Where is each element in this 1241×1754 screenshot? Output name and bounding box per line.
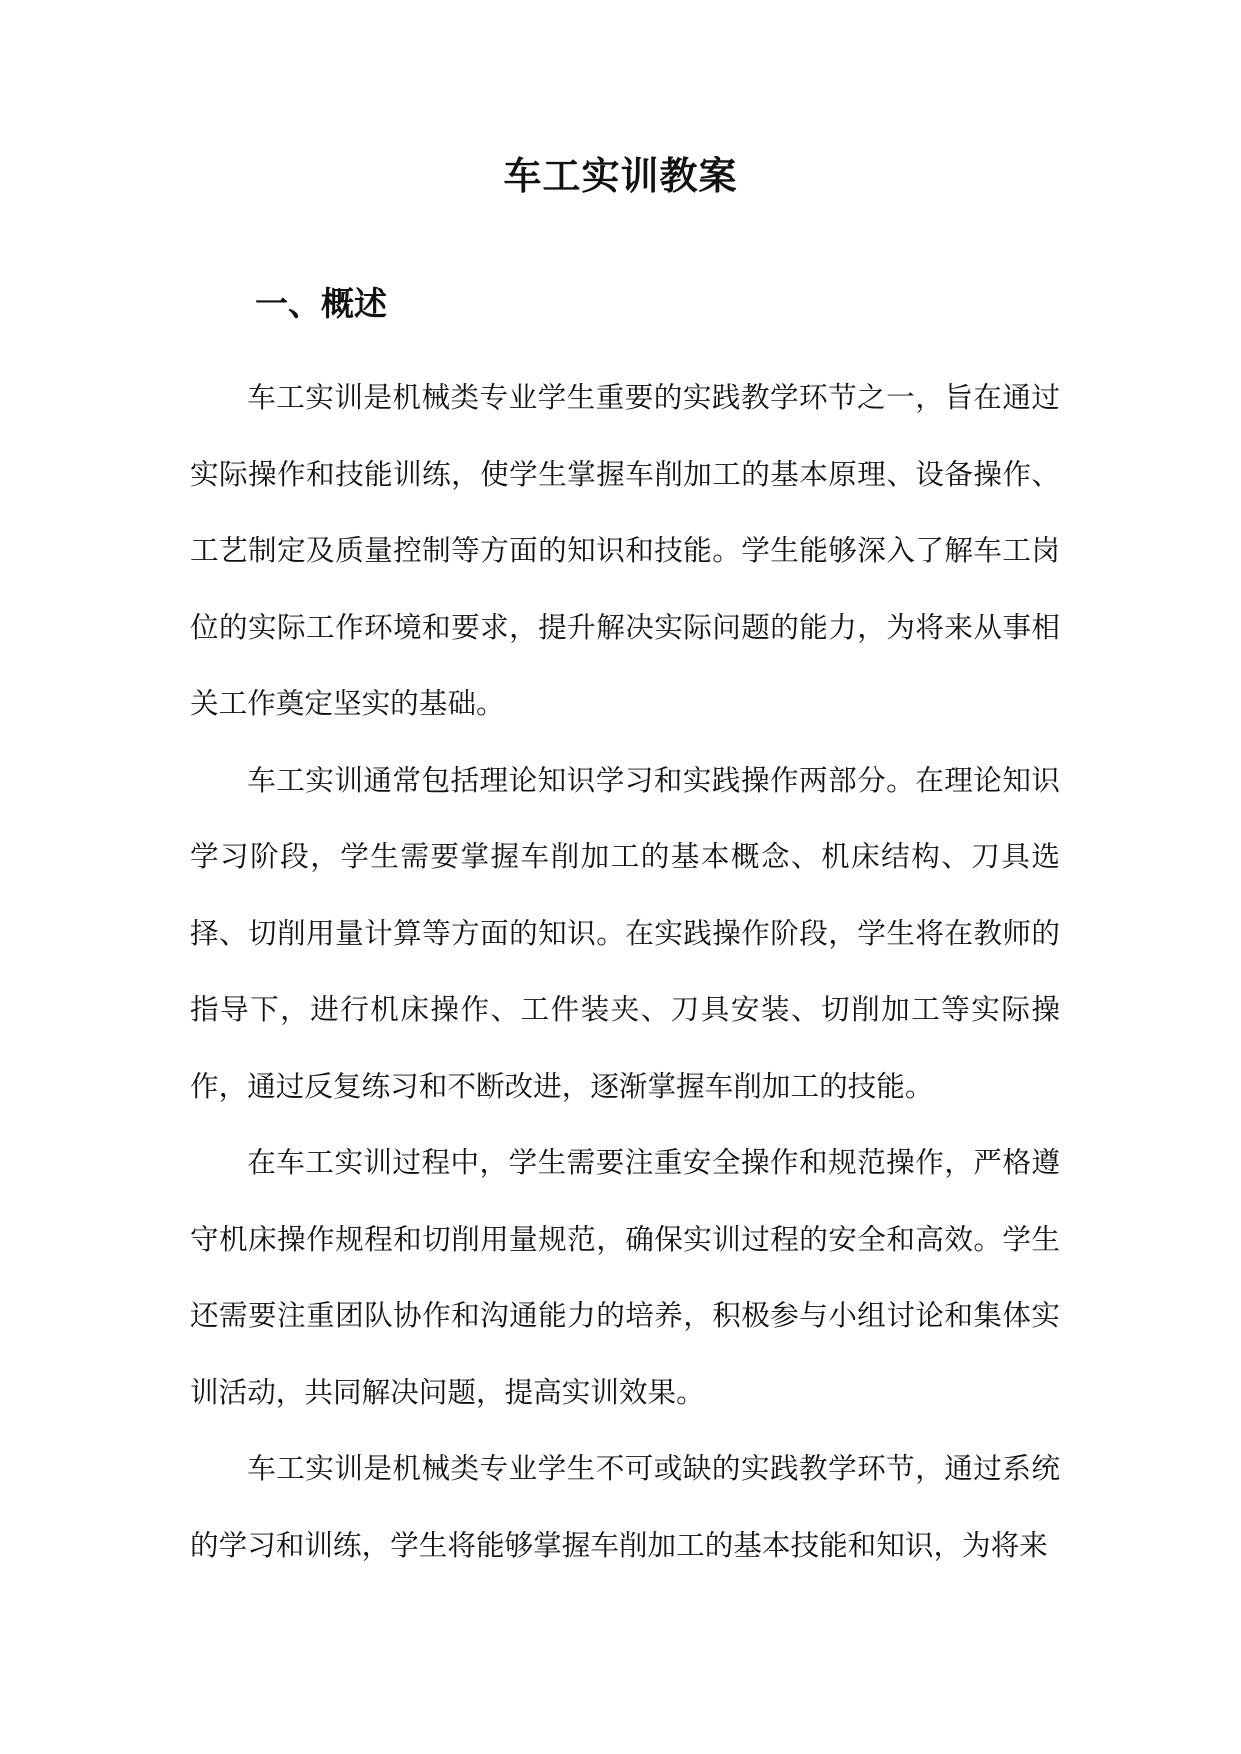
section-heading: 一、概述 [255,284,387,323]
paragraph-2: 车工实训通常包括理论知识学习和实践操作两部分。在理论知识学习阶段，学生需要掌握车削加工的基本概念、机床结构、刀具选择、切削用量计算等方面的知识。在实践操作阶段，学生将在教师的指导下，进行机床操作、工件装夹、刀具安装、切削加工等实际操作，通过反复练习和不断改进，逐渐掌握车削加工的技能。 [190,762,1060,1103]
section-body [190,359,1060,1583]
document-title: 车工实训教案 [503,153,738,198]
paragraph-3: 在车工实训过程中，学生需要注重安全操作和规范操作，严格遵守机床操作规程和切削用量规范，确保实训过程的安全和高效。学生还需要注重团队协作和沟通能力的培养，积极参与小组讨论和集体实训活动，共同解决问题，提高实训效果。 [190,1145,1060,1409]
paragraph-4: 车工实训是机械类专业学生不可或缺的实践教学环节，通过系统的学习和训练，学生将能够掌握车削加工的基本技能和知识，为将来 [190,1451,1060,1562]
paragraph-1: 车工实训是机械类专业学生重要的实践教学环节之一，旨在通过实际操作和技能训练，使学生掌握车削加工的基本原理、设备操作、工艺制定及质量控制等方面的知识和技能。学生能够深入了解车工岗位的实际工作环境和要求，提升解决实际问题的能力，为将来从事相关工作奠定坚实的基础。 [190,380,1060,720]
